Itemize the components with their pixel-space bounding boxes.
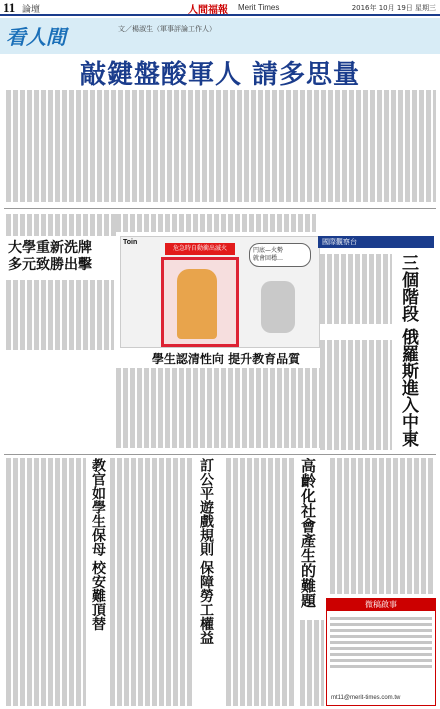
cartoon-sign: 危急時自動衝出滅火 [165, 243, 235, 255]
section-divider [4, 208, 436, 209]
side-article-top [6, 214, 116, 236]
byline: 文／楊淑生（軍事評論工作人） [118, 25, 216, 33]
education-article-body [116, 368, 320, 448]
submission-email[interactable]: mt11@merit-times.com.tw [331, 695, 401, 701]
submission-notice-title: 微稿啟事 [327, 599, 435, 611]
lead-article-body [6, 90, 436, 202]
running-figure [261, 281, 295, 333]
side-article-body [6, 280, 114, 350]
editorial-cartoon [120, 236, 320, 348]
cartoon-artist: Toin [123, 239, 138, 246]
page-number: 11 [3, 0, 16, 15]
vertical-headline-russia: 三個階段 俄羅斯進入中東 [398, 254, 418, 447]
section-label: 論壇 [22, 5, 41, 15]
russia-article-top [320, 254, 392, 324]
firefighter-figure [177, 269, 217, 339]
article-headline-education: 學生認清性向 提升教育品質 [151, 352, 301, 366]
side-headline-university: 大學重新洗牌 多元致勝出擊 [8, 240, 92, 273]
issue-date: 2016年 10月 19日 星期三 [351, 4, 436, 12]
vertical-headline-labor: 訂公平遊戲規則 保障勞工權益 [198, 458, 214, 645]
paper-name-en: Merit Times [238, 3, 280, 12]
speech-bubble: 円底—火勢 就會回穩… [249, 243, 311, 267]
section-divider-2 [4, 454, 436, 455]
vertical-headline-aging: 高齡化社會產生的難題 [299, 458, 317, 608]
instructors-article-body [6, 458, 86, 706]
submission-notice [326, 598, 436, 706]
page-header [0, 0, 440, 16]
international-tag: 國際觀察台 [318, 236, 434, 248]
aging-article-body [226, 458, 296, 706]
column-banner [0, 18, 440, 54]
main-headline: 敲鍵盤酸軍人 請多思量 [79, 60, 361, 90]
vertical-headline-instructors: 教官如學生保母 校安難頂替 [90, 458, 106, 631]
aging-article-tail [300, 620, 324, 706]
paper-logo: 人間福報 [188, 5, 228, 16]
russia-article-body [320, 340, 392, 450]
upper-mid-text [116, 214, 316, 232]
aging-article-right [330, 458, 434, 594]
column-brand: 看人間 [6, 25, 66, 49]
labor-article-body [110, 458, 194, 706]
